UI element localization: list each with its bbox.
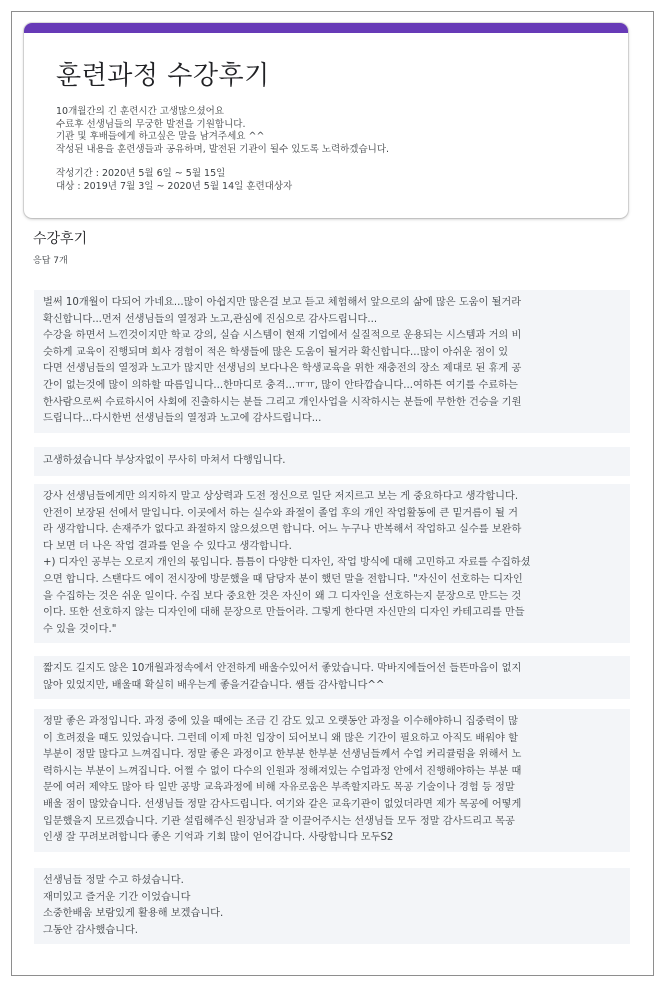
response-line: 력하시는 부분이 느껴집니다. 어쩔 수 없이 다수의 인원과 정해져있는 수업과정 안에서 진행해야하는 부분 때 [43, 765, 522, 777]
response-line: 정말 좋은 과정입니다. 과정 중에 있을 때에는 조금 긴 감도 있고 오랫동안 과정을 이수해야하니 집중력이 많 [43, 716, 518, 727]
response-line: 수 있을 것이다." [43, 623, 117, 635]
form-header-card [24, 23, 628, 218]
response-item [34, 868, 630, 944]
response-line: 으면 합니다. 스탠다드 에이 전시장에 방문했을 때 담당자 분이 했던 말을 전합니다. "자신이 선호하는 디자인 [43, 573, 523, 585]
response-item [34, 484, 630, 643]
response-line: 그동안 감사했습니다. [43, 924, 139, 936]
response-line: 드립니다...다시한번 선생님들의 열정과 노고에 감사드립니다... [43, 413, 322, 425]
header-accent-bar [24, 23, 628, 33]
response-item [34, 656, 630, 699]
response-line: 슷하게 교육이 진행되며 회사 경험이 적은 학생들에 많은 도움이 될거라 확신합니다...많이 아쉬운 점이 있 [43, 346, 509, 358]
response-line: 짧지도 길지도 않은 10개월과정속에서 안전하게 배울수있어서 좋았습니다. 막바지에들어선 들뜬마음이 없지 [43, 663, 522, 674]
response-line: 부분이 정말 많다고 느껴집니다. 정말 좋은 과정이고 한부분 한부분 선생님들께서 수업 커리큘럼을 위해서 노 [43, 749, 522, 761]
response-count: 응답 7개 [33, 256, 68, 266]
response-item [34, 290, 630, 433]
period-line: 작성기간 : 2020년 5월 6일 ~ 5월 15일 [56, 168, 226, 179]
response-line: 다면 선생님들의 열정과 노고가 많지만 선생님의 보다나은 학생교육을 위한 재충전의 장소 제대로 된 휴게 공 [43, 363, 522, 375]
response-line: 이 흐려졌을 때도 있었습니다. 그런데 이제 마친 입장이 되어보니 왜 많은 기간이 필요하고 아직도 배워야 할 [43, 732, 518, 744]
response-line: 수강을 하면서 느낀것이지만 학교 강의, 실습 시스템이 현재 기업에서 실질적으로 운용되는 시스템과 거의 비 [43, 330, 522, 342]
question-title: 수강후기 [33, 231, 88, 247]
response-line: +) 디자인 공부는 오로지 개인의 몫입니다. 틈틈이 다양한 디자인, 작업 방식에 대해 고민하고 자료를 수집하셨 [43, 557, 531, 569]
description-line: 10개월간의 긴 훈련시간 고생많으셨어요 [56, 106, 224, 117]
response-line: 고생하셨습니다 부상자없이 무사히 마쳐서 다행입니다. [43, 455, 286, 466]
response-line: 라 생각합니다. 손재주가 없다고 좌절하지 않으셨으면 합니다. 어느 누구나 반복해서 작업하고 실수를 보완하 [43, 524, 522, 536]
form-title: 훈련과정 수강후기 [56, 61, 270, 91]
response-line: 강사 선생님들에게만 의지하지 말고 상상력과 도전 정신으로 일단 저지르고 보는 게 중요하다고 생각합니다. [43, 491, 519, 502]
response-line: 다 보면 더 나은 작업 결과를 얻을 수 있다고 생각합니다. [43, 540, 292, 552]
response-line: 배울 점이 많았습니다. 선생님들 정말 감사드립니다. 여기와 같은 교육기관이 없었더라면 제가 목공에 어떻게 [43, 798, 522, 810]
response-line: 을 수집하는 것은 쉬운 일이다. 수집 보다 중요한 것은 자신이 왜 그 디자인을 선호하는지 문장으로 만드는 것 [43, 590, 522, 602]
response-line: 재미있고 즐거운 기간 이었습니다 [43, 891, 191, 903]
response-line: 벌써 10개월이 다되어 가네요...많이 아쉽지만 많은걸 보고 듣고 체험해서 앞으로의 삶에 많은 도움이 될거라 [43, 297, 522, 308]
response-line: 소중한배움 보람있게 활용해 보겠습니다. [43, 908, 224, 920]
response-line: 간이 없는것에 많이 의하할 따름입니다...한마디로 충격...ㅠㅠ, 많이 안타깝습니다...여하튼 여기를 수료하는 [43, 379, 518, 391]
description-line: 작성된 내용을 훈련생들과 공유하며, 발전된 기관이 될수 있도록 노력하겠습니다. [56, 143, 390, 155]
response-item [34, 709, 630, 852]
response-item [34, 447, 630, 476]
response-line: 문에 여러 제약도 많아 타 일반 공방 교육과정에 비해 자유로움은 부족할지라도 목공 기술이나 경험 등 정말 [43, 782, 515, 794]
response-line: 이다. 또한 선호하지 않는 디자인에 대해 문장으로 만들어라. 그렇게 한다면 자신만의 디자인 카테고리를 만들 [43, 607, 525, 619]
target-line: 대상 : 2019년 7월 3일 ~ 2020년 5월 14일 훈련대상자 [56, 180, 293, 192]
response-line: 안전이 보장된 선에서 말입니다. 이곳에서 하는 실수와 좌절이 졸업 후의 개인 작업활동에 큰 밑거름이 될 거 [43, 507, 518, 519]
description-line: 기관 및 후배들에게 하고싶은 말을 남겨주세요 ^^ [56, 131, 265, 142]
response-line: 한사람으로써 수료하시어 사회에 진출하시는 분들 그리고 개인사업을 시작하시는 분들에 무한한 건승을 기원 [43, 396, 522, 408]
response-line: 확신합니다...먼저 선생님들의 열정과 노고,관심에 진심으로 감사드립니다... [43, 313, 378, 325]
response-line: 인생 잘 꾸려보려합니다 좋은 기억과 기회 많이 얻어갑니다. 사랑합니다 모두S2 [43, 832, 394, 844]
description-line: 수료후 선생님들의 무궁한 발전을 기원합니다. [56, 118, 246, 130]
response-line: 선생님들 정말 수고 하셨습니다. [43, 875, 184, 886]
form-description [56, 106, 628, 193]
response-line: 않아 있었지만, 배울때 확실히 배우는게 좋을거같습니다. 쌤들 감사합니다^^ [43, 679, 385, 691]
response-line: 입문했을지 모르겠습니다. 기관 설립해주신 원장님과 잘 이끌어주시는 선생님들 모두 정말 감사드리고 목공 [43, 815, 515, 827]
